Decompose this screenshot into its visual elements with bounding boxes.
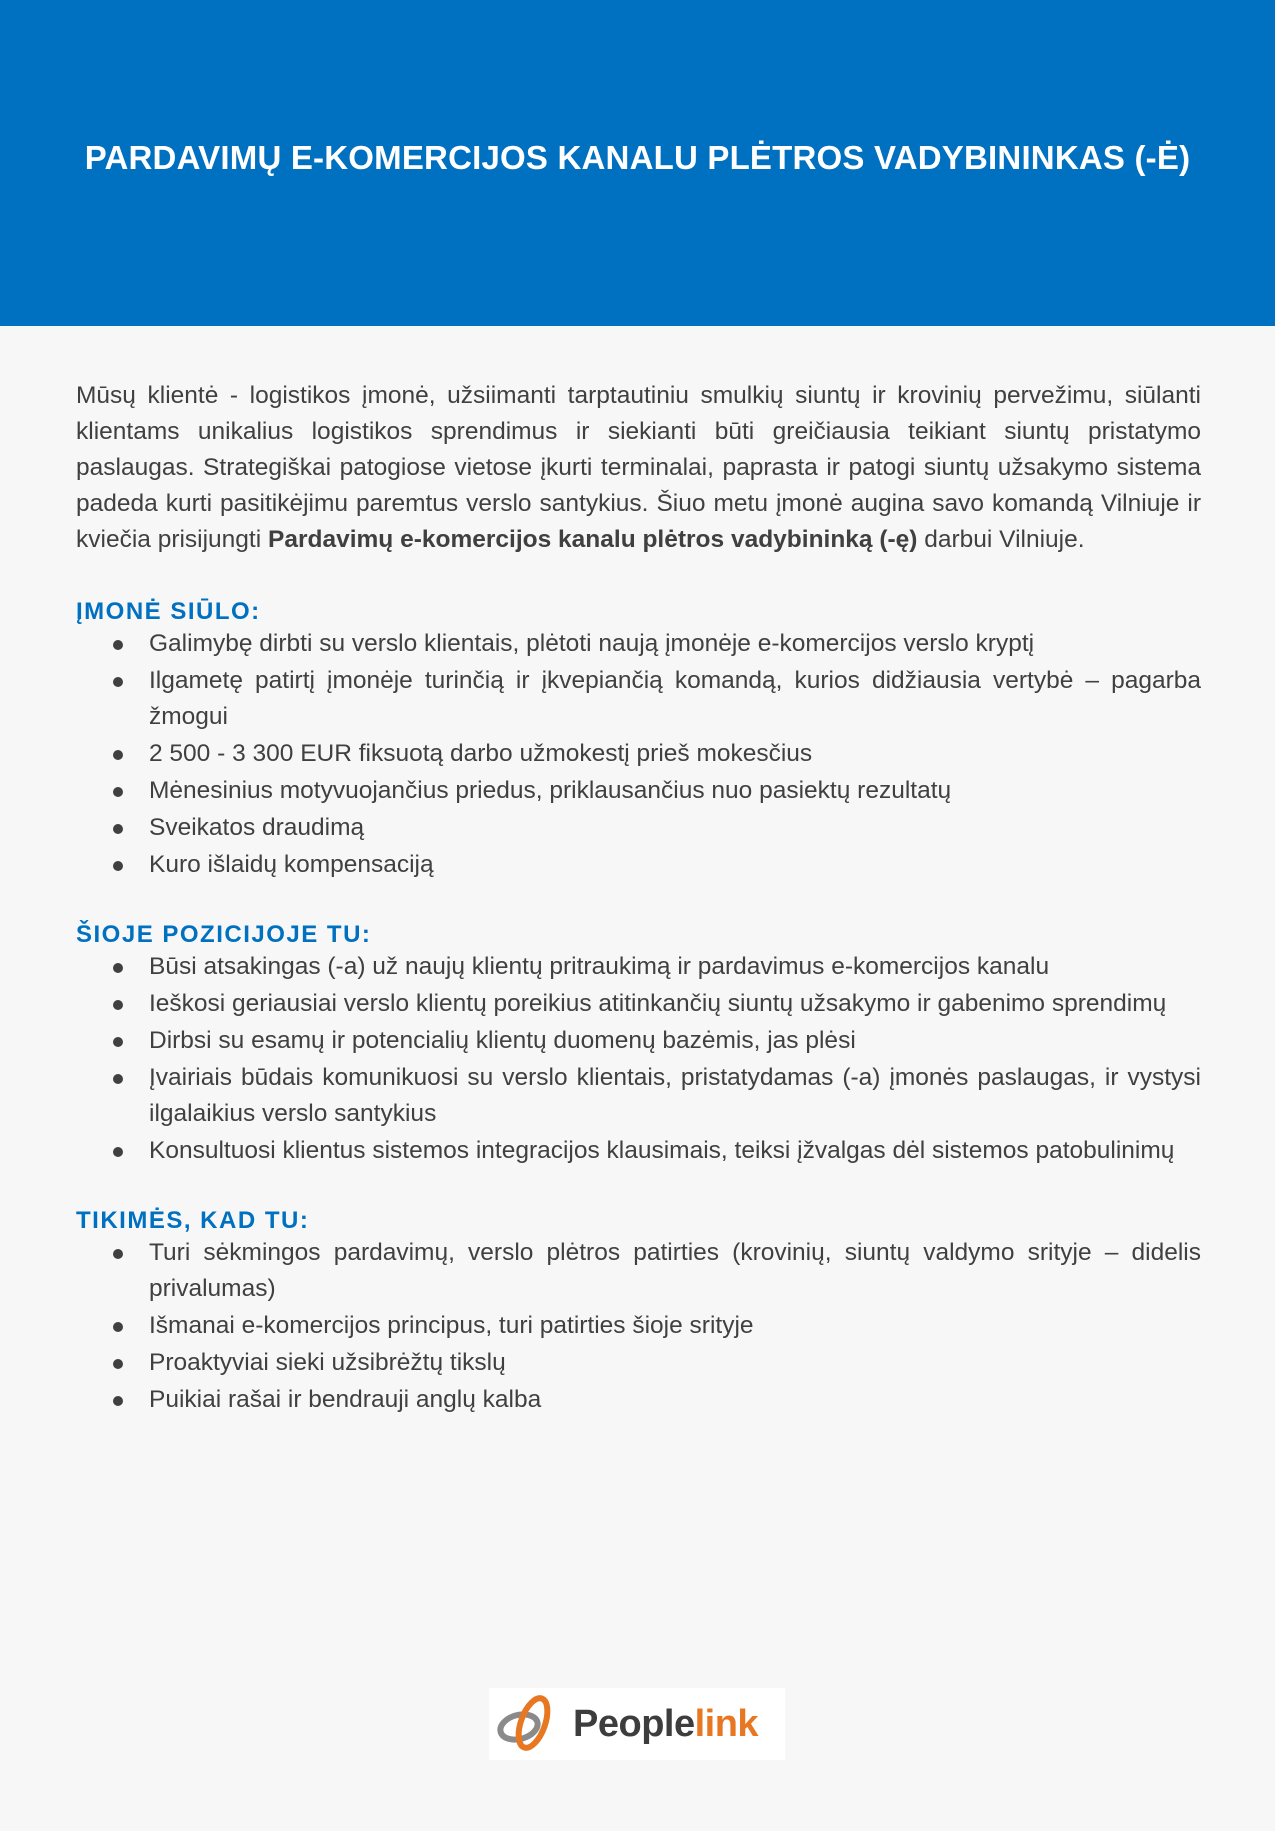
list-item: Sveikatos draudimą [76,810,1201,846]
list-item: Kuro išlaidų kompensaciją [76,847,1201,883]
bullet-icon [113,1359,123,1369]
bullet-icon [113,1147,123,1157]
list-item: Įvairiais būdais komunikuosi su verslo klientais, pristatydamas (-a) įmonės paslaugas, ir vystysi ilgalaikius verslo santykius [76,1060,1201,1132]
section-title-in-this-position: ŠIOJE POZICIJOJE TU: [76,921,372,948]
bullet-icon [113,640,123,650]
list-item: Ilgametę patirtį įmonėje turinčią ir įkvepiančią komandą, kurios didžiausia vertybė – pagarba žmogui [76,663,1201,735]
logo-wordmark: Peoplelink [573,1702,759,1745]
list-item: Dirbsi su esamų ir potencialių klientų duomenų bazėmis, jas plėsi [76,1023,1201,1059]
list-item: Galimybę dirbti su verslo klientais, plėtoti naują įmonėje e-komercijos verslo kryptį [76,626,1201,662]
bullet-icon [113,750,123,760]
bullet-icon [113,1037,123,1047]
page-title: PARDAVIMŲ E-KOMERCIJOS KANALU PLĖTROS VADYBININKAS (-Ė) [84,139,1191,176]
peoplelink-logo-icon [493,1689,563,1759]
list-item: Mėnesinius motyvuojančius priedus, priklausančius nuo pasiektų rezultatų [76,773,1201,809]
list-item: Būsi atsakingas (-a) už naujų klientų pritraukimą ir pardavimus e-komercijos kanalu [76,949,1201,985]
bullet-icon [113,824,123,834]
intro-text-after: darbui Vilniuje. [917,526,1085,553]
intro-position-name: Pardavimų e-komercijos kanalu plėtros vadybininką (-ę) [268,526,918,553]
list-item: Konsultuosi klientus sistemos integracijos klausimais, teiksi įžvalgas dėl sistemos patobulinimų [76,1133,1201,1169]
list-item: Puikiai rašai ir bendrauji anglų kalba [76,1382,1201,1418]
bullet-icon [113,1074,123,1084]
bullet-icon [113,861,123,871]
intro-text-before: Mūsų klientė - logistikos įmonė, užsiimanti tarptautiniu smulkių siuntų ir krovinių pervežimu, siūlanti klientams unikalius logistikos sprendimus ir siekianti būti greičiausia teikiant siuntų pristatymo paslaugas. Strategiškai patogiose vietose įkurti terminalai, paprasta ir patogi siuntų užsakymo sistema padeda kurti pasitikėjimu paremtus verslo santykius. Šiuo metu įmonė augina savo komandą Vilniuje ir kviečia prisijungti [76,382,1201,553]
peoplelink-logo [489,1688,785,1760]
list-item: Ieškosi geriausiai verslo klientų poreikius atitinkančių siuntų užsakymo ir gabenimo sprendimų [76,986,1201,1022]
bullet-icon [113,1396,123,1406]
list-item: Išmanai e-komercijos principus, turi patirties šioje srityje [76,1308,1201,1344]
bullet-icon [113,1322,123,1332]
responsibilities-list [76,949,1201,1169]
bullet-icon [113,963,123,973]
main-content [76,378,1201,1419]
intro-paragraph [76,378,1201,558]
bullet-icon [113,1249,123,1259]
bullet-icon [113,1000,123,1010]
list-item: Turi sėkmingos pardavimų, verslo plėtros patirties (krovinių, siuntų valdymo srityje – didelis privalumas) [76,1235,1201,1307]
section-title-we-expect: TIKIMĖS, KAD TU: [76,1207,310,1234]
bullet-icon [113,677,123,687]
bullet-icon [113,787,123,797]
company-offers-list [76,626,1201,883]
header-banner [0,0,1275,326]
section-title-company-offers: ĮMONĖ SIŪLO: [76,598,261,625]
list-item: Proaktyviai sieki užsibrėžtų tikslų [76,1345,1201,1381]
requirements-list [76,1235,1201,1418]
list-item: 2 500 - 3 300 EUR fiksuotą darbo užmokestį prieš mokesčius [76,736,1201,772]
